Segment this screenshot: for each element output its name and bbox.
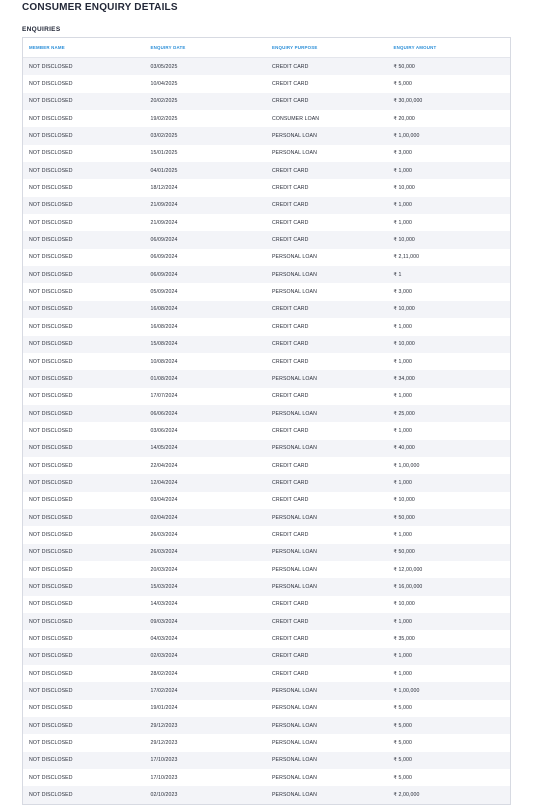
enquiry-purpose-cell: PERSONAL LOAN bbox=[272, 583, 317, 590]
member-name-cell: NOT DISCLOSED bbox=[29, 375, 73, 382]
table-header bbox=[23, 38, 510, 58]
enquiry-purpose-cell: CREDIT CARD bbox=[272, 63, 309, 70]
enquiry-amount-cell: ₹ 50,000 bbox=[393, 549, 415, 556]
table-row bbox=[23, 509, 510, 526]
enquiry-amount-cell: ₹ 2,00,000 bbox=[393, 792, 420, 799]
table-row bbox=[23, 214, 510, 231]
enquiry-amount-cell: ₹ 5,000 bbox=[393, 740, 412, 747]
member-name-cell: NOT DISCLOSED bbox=[29, 653, 73, 660]
table-row bbox=[23, 474, 510, 491]
enquiry-amount-cell: ₹ 16,00,000 bbox=[393, 583, 423, 590]
enquiry-date-cell: 06/09/2024 bbox=[150, 237, 178, 244]
enquiry-purpose-cell: CREDIT CARD bbox=[272, 670, 309, 677]
enquiry-purpose-cell: CREDIT CARD bbox=[272, 531, 309, 538]
enquiry-amount-cell: ₹ 5,000 bbox=[393, 81, 412, 88]
enquiry-purpose-cell: PERSONAL LOAN bbox=[272, 150, 317, 157]
member-name-cell: NOT DISCLOSED bbox=[29, 115, 73, 122]
enquiry-purpose-cell: CREDIT CARD bbox=[272, 601, 309, 608]
member-name-cell: NOT DISCLOSED bbox=[29, 792, 73, 799]
member-name-cell: NOT DISCLOSED bbox=[29, 81, 73, 88]
enquiry-amount-cell: ₹ 1,000 bbox=[393, 531, 412, 538]
table-row bbox=[23, 370, 510, 387]
enquiry-date-cell: 01/08/2024 bbox=[150, 375, 178, 382]
table-row bbox=[23, 318, 510, 335]
member-name-cell: NOT DISCLOSED bbox=[29, 774, 73, 781]
table-row bbox=[23, 283, 510, 300]
enquiry-purpose-cell: CREDIT CARD bbox=[272, 427, 309, 434]
member-name-cell: NOT DISCLOSED bbox=[29, 289, 73, 296]
member-name-cell: NOT DISCLOSED bbox=[29, 601, 73, 608]
enquiry-purpose-cell: CREDIT CARD bbox=[272, 306, 309, 313]
enquiry-date-cell: 15/08/2024 bbox=[150, 341, 178, 348]
enquiry-purpose-cell: CREDIT CARD bbox=[272, 237, 309, 244]
table-row bbox=[23, 145, 510, 162]
member-name-cell: NOT DISCLOSED bbox=[29, 618, 73, 625]
table-row bbox=[23, 769, 510, 786]
enquiry-purpose-cell: PERSONAL LOAN bbox=[272, 410, 317, 417]
enquiry-date-cell: 06/09/2024 bbox=[150, 254, 178, 261]
table-body bbox=[23, 58, 510, 804]
enquiry-amount-cell: ₹ 1,000 bbox=[393, 202, 412, 209]
member-name-cell: NOT DISCLOSED bbox=[29, 237, 73, 244]
enquiry-date-cell: 02/10/2023 bbox=[150, 792, 178, 799]
enquiry-date-cell: 26/03/2024 bbox=[150, 531, 178, 538]
enquiry-date-cell: 14/05/2024 bbox=[150, 445, 178, 452]
section-title: ENQUIRIES bbox=[22, 26, 61, 33]
enquiry-date-cell: 17/10/2023 bbox=[150, 774, 178, 781]
enquiry-date-cell: 16/08/2024 bbox=[150, 323, 178, 330]
member-name-cell: NOT DISCLOSED bbox=[29, 358, 73, 365]
enquiry-date-cell: 15/03/2024 bbox=[150, 583, 178, 590]
table-row bbox=[23, 717, 510, 734]
enquiry-date-cell: 02/03/2024 bbox=[150, 653, 178, 660]
enquiry-purpose-cell: PERSONAL LOAN bbox=[272, 740, 317, 747]
member-name-cell: NOT DISCLOSED bbox=[29, 219, 73, 226]
enquiry-date-cell: 29/12/2023 bbox=[150, 722, 178, 729]
enquiry-amount-cell: ₹ 1,000 bbox=[393, 479, 412, 486]
enquiry-purpose-cell: PERSONAL LOAN bbox=[272, 774, 317, 781]
table-row bbox=[23, 388, 510, 405]
table-row bbox=[23, 700, 510, 717]
enquiry-purpose-cell: CREDIT CARD bbox=[272, 167, 309, 174]
enquiry-purpose-cell: CREDIT CARD bbox=[272, 219, 309, 226]
table-row bbox=[23, 93, 510, 110]
enquiry-date-cell: 04/03/2024 bbox=[150, 636, 178, 643]
enquiry-amount-cell: ₹ 2,11,000 bbox=[393, 254, 420, 261]
enquiry-date-cell: 14/03/2024 bbox=[150, 601, 178, 608]
table-row bbox=[23, 752, 510, 769]
enquiry-date-cell: 26/03/2024 bbox=[150, 549, 178, 556]
enquiry-date-cell: 06/09/2024 bbox=[150, 271, 178, 278]
enquiry-purpose-cell: CREDIT CARD bbox=[272, 618, 309, 625]
member-name-cell: NOT DISCLOSED bbox=[29, 98, 73, 105]
table-row bbox=[23, 648, 510, 665]
enquiry-purpose-cell: CREDIT CARD bbox=[272, 202, 309, 209]
table-row bbox=[23, 526, 510, 543]
member-name-cell: NOT DISCLOSED bbox=[29, 254, 73, 261]
enquiry-purpose-cell: CREDIT CARD bbox=[272, 497, 309, 504]
member-name-cell: NOT DISCLOSED bbox=[29, 514, 73, 521]
table-row bbox=[23, 596, 510, 613]
enquiry-amount-cell: ₹ 10,000 bbox=[393, 497, 415, 504]
table-row bbox=[23, 231, 510, 248]
table-row bbox=[23, 266, 510, 283]
enquiry-purpose-cell: CREDIT CARD bbox=[272, 393, 309, 400]
enquiry-date-cell: 19/01/2024 bbox=[150, 705, 178, 712]
enquiry-amount-cell: ₹ 3,000 bbox=[393, 289, 412, 296]
enquiry-purpose-cell: PERSONAL LOAN bbox=[272, 705, 317, 712]
enquiry-amount-cell: ₹ 30,00,000 bbox=[393, 98, 423, 105]
enquiry-purpose-cell: PERSONAL LOAN bbox=[272, 792, 317, 799]
member-name-cell: NOT DISCLOSED bbox=[29, 636, 73, 643]
enquiry-date-cell: 17/02/2024 bbox=[150, 688, 178, 695]
table-row bbox=[23, 630, 510, 647]
enquiry-purpose-cell: PERSONAL LOAN bbox=[272, 445, 317, 452]
table-row bbox=[23, 682, 510, 699]
member-name-cell: NOT DISCLOSED bbox=[29, 271, 73, 278]
member-name-cell: NOT DISCLOSED bbox=[29, 583, 73, 590]
table-row bbox=[23, 457, 510, 474]
enquiry-purpose-cell: CREDIT CARD bbox=[272, 98, 309, 105]
enquiry-date-cell: 02/04/2024 bbox=[150, 514, 178, 521]
enquiry-amount-cell: ₹ 1,000 bbox=[393, 670, 412, 677]
member-name-cell: NOT DISCLOSED bbox=[29, 705, 73, 712]
enquiry-amount-cell: ₹ 34,000 bbox=[393, 375, 415, 382]
enquiry-date-cell: 17/07/2024 bbox=[150, 393, 178, 400]
enquiry-date-cell: 06/06/2024 bbox=[150, 410, 178, 417]
enquiry-purpose-cell: PERSONAL LOAN bbox=[272, 566, 317, 573]
enquiry-amount-cell: ₹ 12,00,000 bbox=[393, 566, 423, 573]
member-name-cell: NOT DISCLOSED bbox=[29, 566, 73, 573]
table-row bbox=[23, 492, 510, 509]
enquiry-amount-cell: ₹ 1,000 bbox=[393, 618, 412, 625]
enquiry-amount-cell: ₹ 10,000 bbox=[393, 601, 415, 608]
table-row bbox=[23, 301, 510, 318]
table-row bbox=[23, 422, 510, 439]
member-name-cell: NOT DISCLOSED bbox=[29, 445, 73, 452]
member-name-cell: NOT DISCLOSED bbox=[29, 531, 73, 538]
enquiry-amount-cell: ₹ 1,000 bbox=[393, 167, 412, 174]
enquiry-date-cell: 05/09/2024 bbox=[150, 289, 178, 296]
enquiry-date-cell: 16/08/2024 bbox=[150, 306, 178, 313]
table-row bbox=[23, 544, 510, 561]
member-name-cell: NOT DISCLOSED bbox=[29, 670, 73, 677]
member-name-cell: NOT DISCLOSED bbox=[29, 462, 73, 469]
enquiry-amount-cell: ₹ 5,000 bbox=[393, 774, 412, 781]
member-name-cell: NOT DISCLOSED bbox=[29, 722, 73, 729]
member-name-cell: NOT DISCLOSED bbox=[29, 427, 73, 434]
enquiry-amount-cell: ₹ 10,000 bbox=[393, 341, 415, 348]
enquiry-purpose-cell: PERSONAL LOAN bbox=[272, 757, 317, 764]
enquiry-amount-cell: ₹ 1,000 bbox=[393, 653, 412, 660]
enquiry-purpose-cell: CREDIT CARD bbox=[272, 636, 309, 643]
enquiry-date-cell: 10/08/2024 bbox=[150, 358, 178, 365]
column-header-member-name: MEMBER NAME bbox=[29, 45, 65, 50]
enquiry-amount-cell: ₹ 1,000 bbox=[393, 393, 412, 400]
enquiry-date-cell: 18/12/2024 bbox=[150, 185, 178, 192]
enquiry-amount-cell: ₹ 40,000 bbox=[393, 445, 415, 452]
table-row bbox=[23, 353, 510, 370]
table-row bbox=[23, 336, 510, 353]
table-row bbox=[23, 110, 510, 127]
table-row bbox=[23, 561, 510, 578]
column-header-enquiry-amount: ENQUIRY AMOUNT bbox=[393, 45, 437, 50]
table-row bbox=[23, 197, 510, 214]
enquiry-purpose-cell: CREDIT CARD bbox=[272, 341, 309, 348]
column-header-enquiry-purpose: ENQUIRY PURPOSE bbox=[272, 45, 318, 50]
enquiry-amount-cell: ₹ 1,00,000 bbox=[393, 462, 420, 469]
member-name-cell: NOT DISCLOSED bbox=[29, 306, 73, 313]
member-name-cell: NOT DISCLOSED bbox=[29, 549, 73, 556]
enquiry-amount-cell: ₹ 35,000 bbox=[393, 636, 415, 643]
enquiry-date-cell: 21/09/2024 bbox=[150, 202, 178, 209]
enquiry-amount-cell: ₹ 5,000 bbox=[393, 705, 412, 712]
enquiry-purpose-cell: PERSONAL LOAN bbox=[272, 271, 317, 278]
enquiry-purpose-cell: PERSONAL LOAN bbox=[272, 514, 317, 521]
enquiry-date-cell: 20/03/2024 bbox=[150, 566, 178, 573]
member-name-cell: NOT DISCLOSED bbox=[29, 323, 73, 330]
member-name-cell: NOT DISCLOSED bbox=[29, 688, 73, 695]
enquiry-amount-cell: ₹ 10,000 bbox=[393, 185, 415, 192]
table-row bbox=[23, 162, 510, 179]
table-row bbox=[23, 613, 510, 630]
column-header-enquiry-date: ENQUIRY DATE bbox=[150, 45, 186, 50]
enquiry-date-cell: 15/01/2025 bbox=[150, 150, 178, 157]
enquiry-date-cell: 09/03/2024 bbox=[150, 618, 178, 625]
enquiry-date-cell: 03/05/2025 bbox=[150, 63, 178, 70]
member-name-cell: NOT DISCLOSED bbox=[29, 150, 73, 157]
enquiry-amount-cell: ₹ 10,000 bbox=[393, 306, 415, 313]
member-name-cell: NOT DISCLOSED bbox=[29, 63, 73, 70]
enquiry-purpose-cell: CREDIT CARD bbox=[272, 653, 309, 660]
enquiry-date-cell: 03/06/2024 bbox=[150, 427, 178, 434]
enquiry-purpose-cell: CREDIT CARD bbox=[272, 81, 309, 88]
enquiry-date-cell: 20/02/2025 bbox=[150, 98, 178, 105]
member-name-cell: NOT DISCLOSED bbox=[29, 410, 73, 417]
member-name-cell: NOT DISCLOSED bbox=[29, 393, 73, 400]
enquiry-amount-cell: ₹ 50,000 bbox=[393, 63, 415, 70]
table-row bbox=[23, 127, 510, 144]
enquiry-amount-cell: ₹ 5,000 bbox=[393, 757, 412, 764]
enquiry-purpose-cell: PERSONAL LOAN bbox=[272, 688, 317, 695]
table-row bbox=[23, 786, 510, 803]
table-row bbox=[23, 179, 510, 196]
enquiry-purpose-cell: CREDIT CARD bbox=[272, 185, 309, 192]
member-name-cell: NOT DISCLOSED bbox=[29, 497, 73, 504]
enquiry-purpose-cell: PERSONAL LOAN bbox=[272, 549, 317, 556]
enquiry-amount-cell: ₹ 50,000 bbox=[393, 514, 415, 521]
enquiry-purpose-cell: CREDIT CARD bbox=[272, 462, 309, 469]
table-row bbox=[23, 58, 510, 75]
enquiry-purpose-cell: PERSONAL LOAN bbox=[272, 722, 317, 729]
enquiry-purpose-cell: PERSONAL LOAN bbox=[272, 375, 317, 382]
table-row bbox=[23, 249, 510, 266]
enquiry-amount-cell: ₹ 1,00,000 bbox=[393, 688, 420, 695]
enquiries-table bbox=[22, 37, 511, 805]
table-row bbox=[23, 75, 510, 92]
enquiry-amount-cell: ₹ 1,000 bbox=[393, 358, 412, 365]
enquiry-amount-cell: ₹ 10,000 bbox=[393, 237, 415, 244]
enquiry-amount-cell: ₹ 1,000 bbox=[393, 323, 412, 330]
enquiry-amount-cell: ₹ 3,000 bbox=[393, 150, 412, 157]
enquiry-amount-cell: ₹ 1 bbox=[393, 271, 402, 278]
enquiry-amount-cell: ₹ 1,000 bbox=[393, 427, 412, 434]
member-name-cell: NOT DISCLOSED bbox=[29, 202, 73, 209]
page-title: CONSUMER ENQUIRY DETAILS bbox=[22, 2, 178, 13]
enquiry-amount-cell: ₹ 1,00,000 bbox=[393, 133, 420, 140]
enquiry-date-cell: 17/10/2023 bbox=[150, 757, 178, 764]
member-name-cell: NOT DISCLOSED bbox=[29, 479, 73, 486]
member-name-cell: NOT DISCLOSED bbox=[29, 757, 73, 764]
enquiry-date-cell: 28/02/2024 bbox=[150, 670, 178, 677]
enquiry-amount-cell: ₹ 1,000 bbox=[393, 219, 412, 226]
member-name-cell: NOT DISCLOSED bbox=[29, 341, 73, 348]
enquiry-purpose-cell: PERSONAL LOAN bbox=[272, 254, 317, 261]
enquiry-date-cell: 03/04/2024 bbox=[150, 497, 178, 504]
member-name-cell: NOT DISCLOSED bbox=[29, 167, 73, 174]
enquiry-amount-cell: ₹ 25,000 bbox=[393, 410, 415, 417]
table-row bbox=[23, 734, 510, 751]
enquiry-purpose-cell: CREDIT CARD bbox=[272, 323, 309, 330]
enquiry-date-cell: 29/12/2023 bbox=[150, 740, 178, 747]
enquiry-purpose-cell: CREDIT CARD bbox=[272, 358, 309, 365]
enquiry-date-cell: 12/04/2024 bbox=[150, 479, 178, 486]
enquiry-date-cell: 03/02/2025 bbox=[150, 133, 178, 140]
table-row bbox=[23, 578, 510, 595]
table-row bbox=[23, 405, 510, 422]
enquiry-date-cell: 22/04/2024 bbox=[150, 462, 178, 469]
enquiry-purpose-cell: PERSONAL LOAN bbox=[272, 289, 317, 296]
enquiry-amount-cell: ₹ 20,000 bbox=[393, 115, 415, 122]
member-name-cell: NOT DISCLOSED bbox=[29, 133, 73, 140]
table-row bbox=[23, 440, 510, 457]
enquiry-date-cell: 10/04/2025 bbox=[150, 81, 178, 88]
enquiry-date-cell: 21/09/2024 bbox=[150, 219, 178, 226]
table-row bbox=[23, 665, 510, 682]
member-name-cell: NOT DISCLOSED bbox=[29, 185, 73, 192]
member-name-cell: NOT DISCLOSED bbox=[29, 740, 73, 747]
enquiry-purpose-cell: PERSONAL LOAN bbox=[272, 133, 317, 140]
enquiry-purpose-cell: CREDIT CARD bbox=[272, 479, 309, 486]
enquiry-purpose-cell: CONSUMER LOAN bbox=[272, 115, 320, 122]
enquiry-date-cell: 04/01/2025 bbox=[150, 167, 178, 174]
enquiry-amount-cell: ₹ 5,000 bbox=[393, 722, 412, 729]
enquiry-date-cell: 19/02/2025 bbox=[150, 115, 178, 122]
